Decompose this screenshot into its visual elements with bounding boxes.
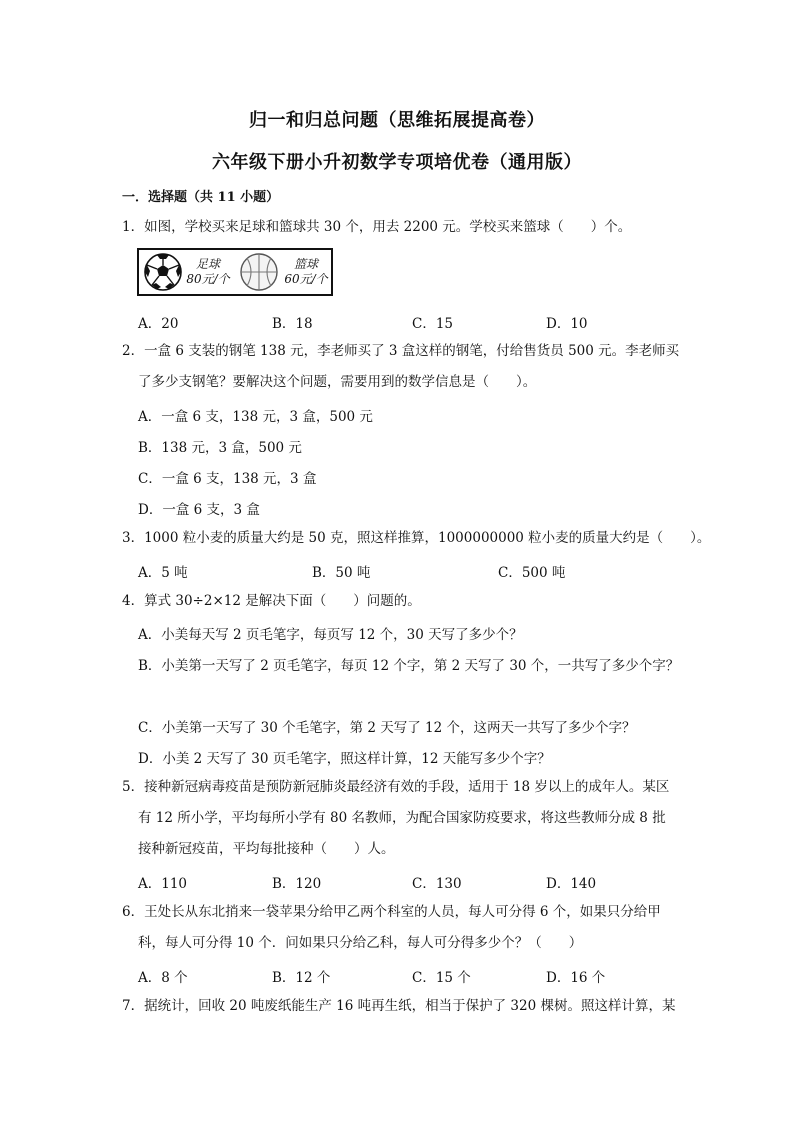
page-title: 归一和归总问题（思维拓展提高卷） [249, 110, 545, 131]
question-3-text: 3．1000 粒小麦的质量大约是 50 克，照这样推算，1000000000 粒小麦的质量大约是（ ）。 [122, 530, 711, 546]
q3-option-b[interactable]: B．50 吨 [312, 565, 371, 581]
q1-option-b[interactable]: B．18 [272, 316, 313, 332]
q5-option-b[interactable]: B．120 [272, 876, 322, 892]
soccer-ball-icon [143, 252, 183, 292]
q2-option-d[interactable]: D．一盒 6 支，3 盒 [138, 502, 260, 518]
question-1-figure [137, 248, 333, 296]
q2-option-b[interactable]: B．138 元，3 盒，500 元 [138, 440, 302, 456]
q5-option-d[interactable]: D．140 [546, 876, 597, 892]
q4-option-c[interactable]: C．小美第一天写了 30 个毛笔字，第 2 天写了 12 个，这两天一共写了多少个字？ [138, 720, 636, 736]
question-5-line-1: 5．接种新冠病毒疫苗是预防新冠肺炎最经济有效的手段，适用于 18 岁以上的成年人。某区 [122, 779, 670, 795]
section-heading: 一．选择题（共 11 小题） [122, 190, 280, 205]
q6-option-c[interactable]: C．15 个 [412, 970, 471, 986]
question-6-line-1: 6．王处长从东北捎来一袋苹果分给甲乙两个科室的人员，每人可分得 6 个，如果只分给甲 [122, 904, 661, 920]
q5-option-a[interactable]: A．110 [138, 876, 188, 892]
question-4-text: 4．算式 30÷2×12 是解决下面（ ）问题的。 [122, 593, 421, 609]
question-6-line-2: 科，每人可分得 10 个．问如果只分给乙科，每人可分得多少个？（ ） [138, 935, 583, 951]
q2-option-c[interactable]: C．一盒 6 支，138 元，3 盒 [138, 471, 317, 487]
basketball-label: 篮球 [293, 257, 318, 271]
soccer-ball-price: 80元/个 [186, 272, 230, 286]
q4-option-a[interactable]: A．小美每天写 2 页毛笔字，每页写 12 个，30 天写了多少个？ [138, 627, 523, 643]
q3-option-c[interactable]: C．500 吨 [498, 565, 566, 581]
question-5-line-2: 有 12 所小学，平均每所小学有 80 名教师，为配合国家防疫要求，将这些教师分成 8 批 [138, 810, 666, 826]
question-2-line-2: 了多少支钢笔？要解决这个问题，需要用到的数学信息是（ ）。 [138, 374, 537, 390]
q4-option-b[interactable]: B．小美第一天写了 2 页毛笔字，每页 12 个字，第 2 天写了 30 个，一共写了多少个字？ [138, 658, 680, 674]
question-2-line-1: 2．一盒 6 支装的钢笔 138 元，李老师买了 3 盒这样的钢笔，付给售货员 500 元。李老师买 [122, 343, 680, 359]
question-1-text: 1．如图，学校买来足球和篮球共 30 个，用去 2200 元。学校买来篮球（ ）个。 [122, 219, 632, 235]
page-subtitle: 六年级下册小升初数学专项培优卷（通用版） [212, 152, 582, 173]
question-5-line-3: 接种新冠疫苗，平均每批接种（ ）人。 [138, 841, 395, 857]
q3-option-a[interactable]: A．5 吨 [138, 565, 188, 581]
question-7-line-1: 7．据统计，回收 20 吨废纸能生产 16 吨再生纸，相当于保护了 320 棵树。照这样计算，某 [122, 998, 676, 1014]
q6-option-d[interactable]: D．16 个 [546, 970, 606, 986]
q1-option-d[interactable]: D．10 [546, 316, 588, 332]
q2-option-a[interactable]: A．一盒 6 支，138 元，3 盒，500 元 [138, 409, 373, 425]
basketball-icon [239, 252, 279, 292]
q6-option-a[interactable]: A．8 个 [138, 970, 188, 986]
q6-option-b[interactable]: B．12 个 [272, 970, 331, 986]
q4-option-d[interactable]: D．小美 2 天写了 30 页毛笔字，照这样计算，12 天能写多少个字？ [138, 751, 551, 767]
q1-option-c[interactable]: C．15 [412, 316, 454, 332]
q5-option-c[interactable]: C．130 [412, 876, 462, 892]
q1-option-a[interactable]: A．20 [138, 316, 179, 332]
basketball-price: 60元/个 [284, 272, 328, 286]
soccer-ball-label: 足球 [195, 257, 220, 271]
